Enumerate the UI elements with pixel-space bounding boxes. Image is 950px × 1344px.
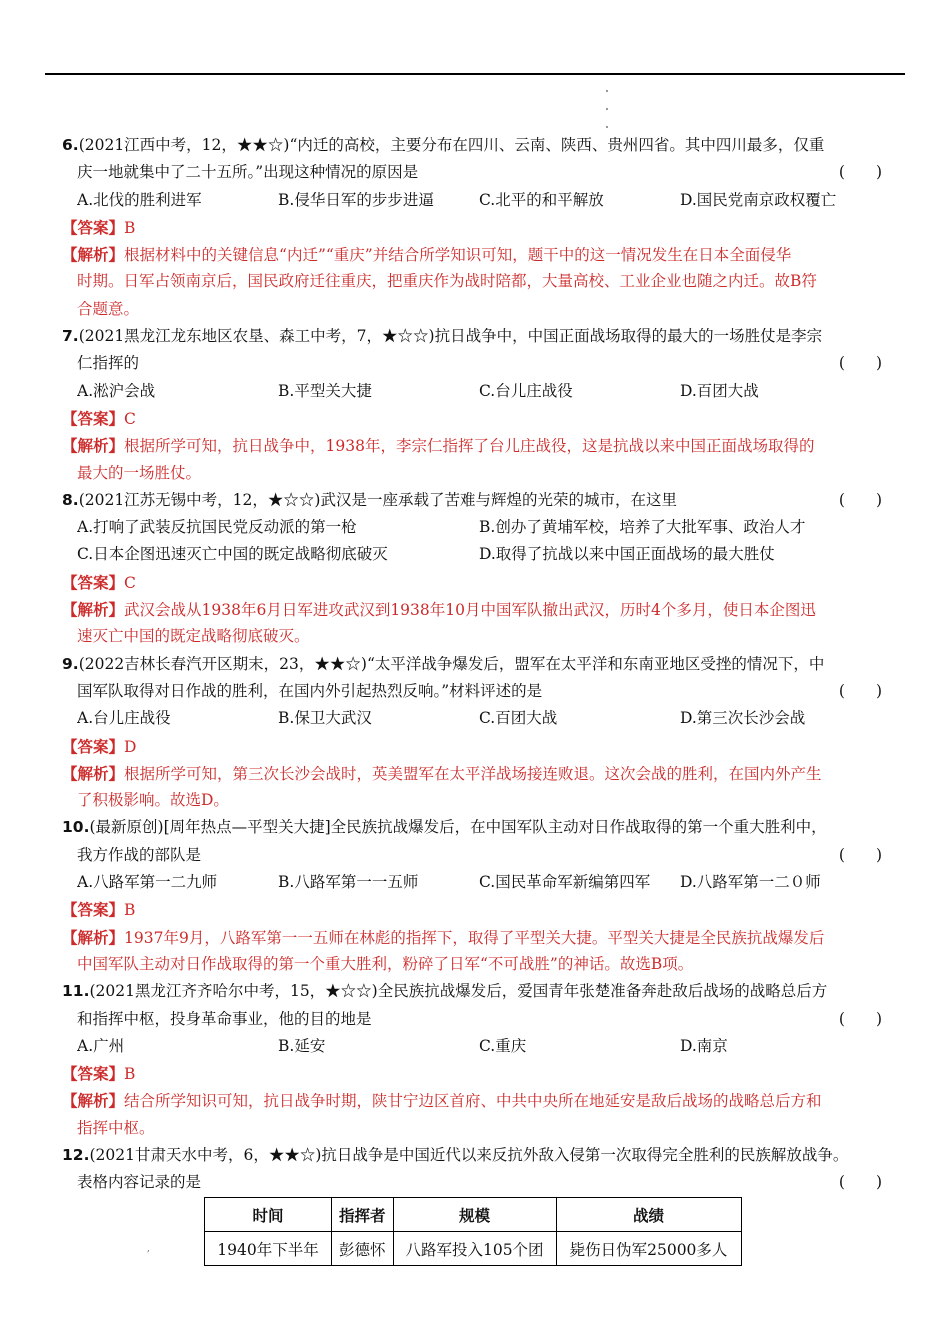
question-stem: 和指挥中枢，投身革命事业，他的目的地是 (77, 1009, 372, 1028)
option-b: B.八路军第一一五师 (278, 873, 419, 892)
options-row (62, 378, 892, 405)
option-d: D.取得了抗战以来中国正面战场的最大胜仗 (479, 545, 775, 564)
option-d: D.国民党南京政权覆亡 (680, 190, 837, 209)
option-b: B.侵华日军的步步进逼 (278, 190, 434, 209)
question-number: 6. (62, 136, 79, 154)
question-number: 9. (62, 654, 79, 673)
question-stem: 庆一地就集中了二十五所。”出现这种情况的原因是 (77, 163, 419, 182)
answer-value: D (124, 737, 137, 756)
options-row (62, 869, 892, 896)
analysis-text: 武汉会战从1938年6月日军进攻武汉到1938年10月中国军队撤出武汉，历时4个多月，使日本企图迅 (124, 601, 816, 620)
option-a: A.广州 (77, 1036, 125, 1055)
answer-line (62, 733, 892, 760)
answer-bracket: ( ) (838, 354, 882, 373)
analysis-text: 时期。日军占领南京后，国民政府迁往重庆，把重庆作为战时陪都，大量高校、工业企业也随之内迁。故B符 (77, 272, 817, 291)
option-c: C.百团大战 (479, 709, 558, 728)
option-b: B.保卫大武汉 (278, 709, 372, 728)
question-stem: (2022吉林长春汽开区期末，23，★★☆)“太平洋战争爆发后，盟军在太平洋和东南亚地区受挫的情况下，中 (78, 654, 825, 673)
analysis-label: 【解析】 (62, 600, 125, 620)
table-header: 时间 (205, 1198, 332, 1232)
answer-value: B (124, 901, 136, 920)
answer-bracket: ( ) (838, 1173, 882, 1192)
answer-bracket: ( ) (838, 681, 882, 700)
decorative-dot (606, 126, 608, 128)
question-stem: (2021黑龙江龙东地区农垦、森工中考，7，★☆☆)抗日战争中，中国正面战场取得的最大的一场胜仗是李宗 (78, 327, 823, 346)
table-cell: 毙伤日伪军25000多人 (556, 1232, 741, 1266)
question-number: 7. (62, 327, 79, 346)
question-8 (62, 487, 892, 651)
option-b: B.延安 (278, 1036, 326, 1055)
analysis-text: 指挥中枢。 (77, 1118, 155, 1137)
option-c: C.台儿庄战役 (479, 381, 573, 400)
answer-line (62, 214, 892, 241)
option-d: D.第三次长沙会战 (680, 709, 806, 728)
decorative-mark: , (147, 1244, 150, 1254)
answer-label: 【答案】 (62, 572, 125, 592)
table-header: 规模 (393, 1198, 556, 1232)
question-stem: (最新原创)[周年热点—平型关大捷]全民族抗战爆发后，在中国军队主动对日作战取得的第一个重大胜利中， (89, 818, 827, 837)
option-d: D.南京 (680, 1036, 728, 1055)
battle-table (204, 1197, 742, 1266)
answer-bracket: ( ) (838, 845, 882, 864)
answer-label: 【答案】 (62, 1064, 125, 1084)
answer-value: B (124, 218, 136, 237)
analysis-text: 1937年9月，八路军第一一五师在林彪的指挥下，取得了平型关大捷。平型关大捷是全民族抗战爆发后 (124, 928, 825, 947)
question-number: 10. (62, 818, 90, 837)
table-row (205, 1232, 742, 1266)
table-header: 指挥者 (332, 1198, 394, 1232)
analysis-text: 中国军队主动对日作战取得的第一个重大胜利，粉碎了日军“不可战胜”的神话。故选B项。 (77, 954, 694, 973)
analysis-text: 了积极影响。故选D。 (77, 791, 229, 810)
option-c: C.重庆 (479, 1036, 527, 1055)
table-header: 战绩 (556, 1198, 741, 1232)
analysis-label: 【解析】 (62, 927, 125, 947)
table-cell: 八路军投入105个团 (393, 1232, 556, 1266)
answer-value: C (124, 573, 136, 592)
analysis-label: 【解析】 (62, 763, 125, 783)
question-number: 11. (62, 982, 90, 1001)
question-11 (62, 978, 892, 1142)
options-row (62, 514, 892, 541)
option-d: D.百团大战 (680, 381, 759, 400)
analysis-label: 【解析】 (62, 436, 125, 456)
analysis-text: 速灭亡中国的既定战略彻底破灭。 (77, 627, 310, 646)
option-a: A.台儿庄战役 (77, 709, 171, 728)
question-number: 12. (62, 1145, 90, 1164)
option-a: A.北伐的胜利进军 (77, 190, 202, 209)
question-10 (62, 814, 892, 978)
answer-label: 【答案】 (62, 217, 125, 237)
question-stem: (2021江西中考，12，★★☆)“内迁的高校，主要分布在四川、云南、陕西、贵州四省。其中四川最多，仅重 (78, 136, 825, 154)
option-c: C.国民革命军新编第四军 (479, 873, 651, 892)
analysis-text: 合题意。 (77, 299, 140, 318)
answer-line (62, 896, 892, 923)
table-cell: 彭德怀 (332, 1232, 394, 1266)
option-a: A.淞沪会战 (77, 381, 156, 400)
question-stem: 仁指挥的 (77, 354, 140, 373)
header-rule (45, 73, 905, 75)
option-b: B.平型关大捷 (278, 381, 372, 400)
analysis-text: 结合所学知识可知，抗日战争时期，陕甘宁边区首府、中共中央所在地延安是敌后战场的战略总后方和 (124, 1092, 822, 1111)
analysis-label: 【解析】 (62, 1091, 125, 1111)
answer-label: 【答案】 (62, 408, 125, 428)
table-cell: 1940年下半年 (205, 1232, 332, 1266)
option-c: C.北平的和平解放 (479, 190, 604, 209)
question-9 (62, 651, 892, 815)
question-stem: (2021黑龙江齐齐哈尔中考，15，★☆☆)全民族抗战爆发后，爱国青年张楚准备奔赴敌后战场的战略总后方 (89, 982, 828, 1001)
question-number: 8. (62, 490, 79, 509)
options-row (62, 187, 892, 214)
question-stem: 我方作战的部队是 (77, 845, 202, 864)
question-12 (62, 1142, 892, 1197)
question-stem: (2021甘肃天水中考，6，★★☆)抗日战争是中国近代以来反抗外敌入侵第一次取得完全胜利的民族解放战争。 (89, 1145, 849, 1164)
option-d: D.八路军第一二０师 (680, 873, 821, 892)
question-list (62, 132, 892, 1197)
analysis-text: 根据材料中的关键信息“内迁”“重庆”并结合所学知识可知，题干中的这一情况发生在日本全面侵华 (124, 246, 792, 265)
table-header-row (205, 1198, 742, 1232)
option-b: B.创办了黄埔军校，培养了大批军事、政治人才 (479, 518, 806, 537)
question-7 (62, 323, 892, 487)
analysis-label: 【解析】 (62, 245, 125, 265)
answer-bracket: ( ) (838, 163, 882, 182)
answer-value: B (124, 1065, 136, 1084)
answer-label: 【答案】 (62, 900, 125, 920)
answer-line (62, 569, 892, 596)
answer-line (62, 405, 892, 432)
answer-bracket: ( ) (838, 490, 882, 509)
options-row (62, 541, 892, 568)
answer-bracket: ( ) (838, 1009, 882, 1028)
options-row (62, 705, 892, 732)
analysis-text: 最大的一场胜仗。 (77, 463, 202, 482)
decorative-dot (606, 90, 608, 92)
answer-line (62, 1060, 892, 1087)
question-stem: 表格内容记录的是 (77, 1173, 202, 1192)
option-a: A.打响了武装反抗国民党反动派的第一枪 (77, 518, 357, 537)
analysis-text: 根据所学可知，第三次长沙会战时，英美盟军在太平洋战场接连败退。这次会战的胜利，在国内外产生 (124, 764, 822, 783)
options-row (62, 1033, 892, 1060)
question-stem: 国军队取得对日作战的胜利，在国内外引起热烈反响。”材料评述的是 (77, 681, 543, 700)
question-6 (62, 132, 892, 323)
decorative-dot (606, 108, 608, 110)
analysis-text: 根据所学可知，抗日战争中，1938年，李宗仁指挥了台儿庄战役，这是抗战以来中国正面战场取得的 (124, 437, 815, 456)
answer-value: C (124, 409, 136, 428)
question-stem: (2021江苏无锡中考，12，★☆☆)武汉是一座承载了苦难与辉煌的光荣的城市，在这里 (78, 490, 677, 509)
option-a: A.八路军第一二九师 (77, 873, 218, 892)
option-c: C.日本企图迅速灭亡中国的既定战略彻底破灭 (77, 545, 388, 564)
answer-label: 【答案】 (62, 736, 125, 756)
